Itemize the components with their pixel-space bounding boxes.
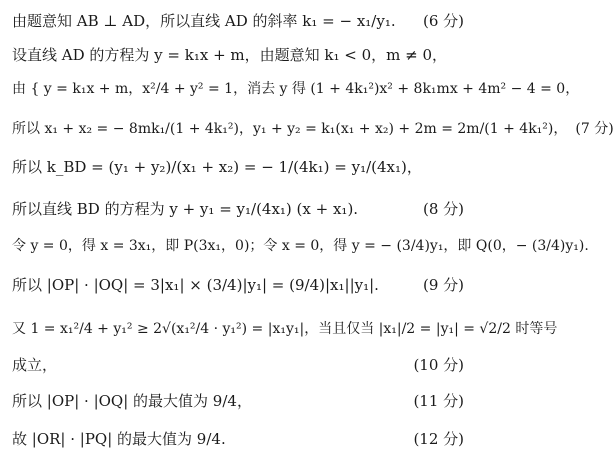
solution-line [12,4,464,38]
line-score: (7 分) [575,121,614,137]
line-text: 所以 k_BD = (y₁ + y₂)/(x₁ + x₂) = − 1/(4k₁) = y₁/(4x₁)， [12,158,422,176]
solution-line [12,384,464,418]
solution-line [12,229,589,263]
line-text: 所以 x₁ + x₂ = − 8mk₁/(1 + 4k₁²)，y₁ + y₂ = k₁(x₁ + x₂) + 2m = 2m/(1 + 4k₁²)， [12,121,568,137]
line-score: (9 分) [422,276,464,294]
line-text: 故 |OR| · |PQ| 的最大值为 9/4. [12,430,226,448]
solution-line [12,38,464,72]
solution-line [12,112,614,146]
line-text: 所以 |OP| · |OQ| = 3|x₁| × (3/4)|y₁| = (9/4)|x₁||y₁|. [12,276,379,294]
line-text: 成立， [12,356,58,374]
line-text: 由题意知 AB ⊥ AD，所以直线 AD 的斜率 k₁ = − x₁/y₁. [12,12,396,30]
line-text: 所以直线 BD 的方程为 y + y₁ = y₁/(4x₁) (x + x₁). [12,200,359,218]
line-score: (12 分) [413,430,464,448]
line-score: (11 分) [413,392,464,410]
line-text: 所以 |OP| · |OQ| 的最大值为 9/4， [12,392,252,410]
line-text: 令 y = 0，得 x = 3x₁，即 P(3x₁，0)；令 x = 0，得 y = − (3/4)y₁，即 Q(0，− (3/4)y₁). [12,238,589,254]
line-score: (10 分) [413,356,464,374]
solution-line [12,348,464,382]
line-score: (6 分) [422,12,464,30]
line-text: 由 { y = k₁x + m，x²/4 + y² = 1，消去 y 得 (1 + 4k₁²)x² + 8k₁mx + 4m² − 4 = 0， [12,81,580,97]
solution-line [12,72,580,106]
solution-line [12,422,464,456]
line-score: (8 分) [422,200,464,218]
line-text: 又 1 = x₁²/4 + y₁² ≥ 2√(x₁²/4 · y₁²) = |x₁y₁|，当且仅当 |x₁|/2 = |y₁| = √2/2 时等号 [12,321,558,337]
solution-line [12,268,464,302]
solution-line [12,192,464,226]
solution-line [12,312,558,346]
line-text: 设直线 AD 的方程为 y = k₁x + m，由题意知 k₁ < 0，m ≠ 0， [12,46,448,64]
solution-line [12,150,464,184]
